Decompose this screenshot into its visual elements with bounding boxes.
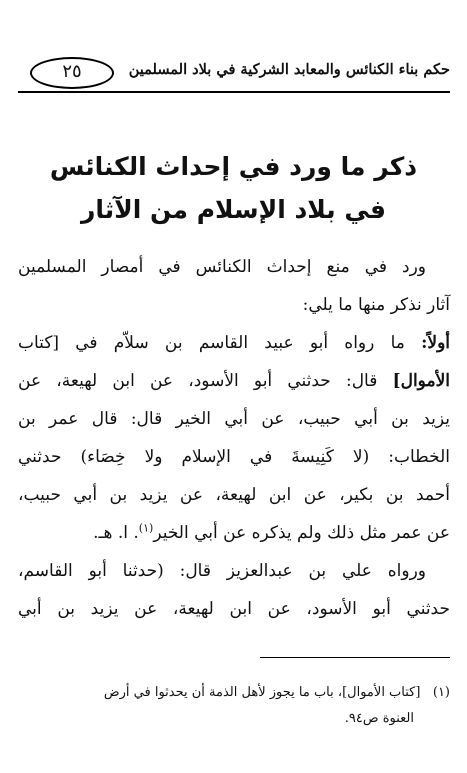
header-rule bbox=[18, 91, 450, 93]
body-line bbox=[18, 362, 450, 400]
body-line: ورواه علي بن عبدالعزيز قال: (حدثنا أبو القاسم، bbox=[18, 561, 426, 581]
body-line: آثار نذكر منها ما يلي: bbox=[302, 295, 450, 315]
body-line: ورد في منع إحداث الكنائس في أمصار المسلمين bbox=[18, 257, 426, 277]
chapter-heading-line-1: ذكر ما ورد في إحداث الكنائس bbox=[49, 152, 418, 181]
body-line: حدثني أبو الأسود، عن ابن لهيعة، عن يزيد بن أبي bbox=[18, 599, 450, 619]
body-line bbox=[18, 514, 450, 552]
body-line: أحمد بن بكير، عن ابن لهيعة، عن يزيد بن أبي حبيب، bbox=[18, 485, 450, 505]
body-line-text: ما رواه أبو عبيد القاسم بن سلاّم في [كتاب bbox=[18, 333, 405, 353]
footnote bbox=[18, 680, 450, 732]
page-number-badge: ٢٥ bbox=[30, 57, 114, 89]
footnote-line bbox=[18, 680, 450, 706]
running-title: حكم بناء الكنائس والمعابد الشركية في بلاد المسلمين bbox=[128, 61, 450, 78]
footnote-line: العنوة ص٩٤. bbox=[344, 711, 414, 726]
footnote-rule bbox=[260, 657, 450, 658]
first-marker: أولاً: bbox=[421, 333, 450, 353]
body-line: يزيد بن أبي حبيب، عن أبي الخير قال: قال عمر بن bbox=[18, 409, 450, 429]
book-title-end: الأموال] bbox=[392, 371, 450, 391]
body-line-text: قال: حدثني أبو الأسود، عن ابن لهيعة، عن bbox=[18, 371, 378, 391]
footnote-number: (١) bbox=[432, 685, 450, 700]
body-line: الخطاب: (لا كَنِيسةَ في الإسلام ولا خِصَاء) حدثني bbox=[18, 447, 450, 467]
chapter-heading-line-2: في بلاد الإسلام من الآثار bbox=[80, 195, 387, 224]
footnote-text: [كتاب الأموال]، باب ما يجوز لأهل الذمة أن يحدثوا في أرض bbox=[103, 685, 421, 700]
body-line bbox=[18, 324, 450, 362]
body-text bbox=[18, 248, 450, 628]
footnote-marker: (١) bbox=[138, 521, 154, 535]
page-header bbox=[18, 57, 450, 85]
body-line-text: عن عمر مثل ذلك ولم يذكره عن أبي الخير bbox=[153, 523, 450, 543]
body-line-end: . ا. هـ. bbox=[93, 523, 139, 543]
